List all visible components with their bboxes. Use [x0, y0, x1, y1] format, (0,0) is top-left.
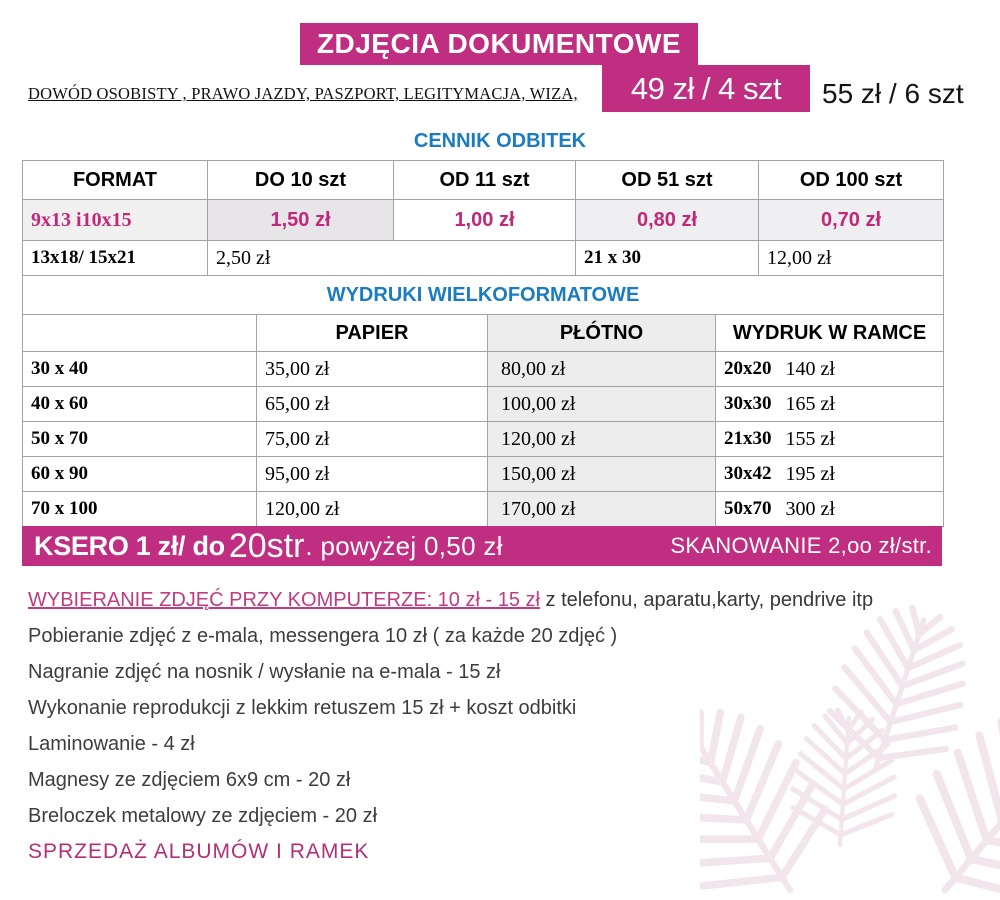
list-item: Laminowanie - 4 zł [28, 733, 195, 755]
prints-row-medium-formats [23, 241, 943, 276]
list-item: Breloczek metalowy ze zdjęciem - 20 zł [28, 805, 378, 827]
row-size: 70 x 100 [23, 492, 257, 526]
col-header-format: FORMAT [23, 161, 208, 199]
col-header-od11: OD 11 szt [394, 161, 576, 199]
format-small-regular: 9x13 i [31, 208, 82, 231]
frame-size: 20x20 [724, 358, 772, 379]
frame-size: 30x30 [724, 393, 772, 414]
price-medium: 2,50 zł [208, 241, 576, 275]
document-types-subtitle: DOWÓD OSOBISTY , PRAWO JAZDY, PASZPORT, LEGITYMACJA, WIZA, [28, 84, 578, 103]
table-row [23, 492, 943, 526]
row-frame [716, 457, 943, 491]
row-size: 30 x 40 [23, 352, 257, 386]
price-21x30: 12,00 zł [767, 246, 832, 269]
services-list [28, 588, 958, 864]
table-row [23, 387, 943, 422]
price-od11: 1,00 zł [394, 200, 576, 240]
albums-frames-footer: SPRZEDAŻ ALBUMÓW I RAMEK [28, 840, 370, 863]
table-row [23, 457, 943, 492]
format-small [23, 200, 208, 240]
row-size: 40 x 60 [23, 387, 257, 421]
page-title: ZDJĘCIA DOKUMENTOWE [300, 23, 698, 65]
large-format-title: WYDRUKI WIELKOFORMATOWE [326, 283, 640, 306]
row-canvas: 100,00 zł [488, 387, 716, 421]
row-frame [716, 387, 943, 421]
row-canvas: 170,00 zł [488, 492, 716, 526]
format-21x30: 21 x 30 [576, 241, 759, 275]
col-header-canvas: PŁÓTNO [488, 315, 716, 351]
row-canvas: 80,00 zł [488, 352, 716, 386]
col-header-od51: OD 51 szt [576, 161, 759, 199]
frame-size: 30x42 [724, 463, 772, 484]
col-header-size [23, 315, 257, 351]
frame-price: 195 zł [785, 462, 835, 485]
row-paper: 120,00 zł [257, 492, 488, 526]
list-item: Magnesy ze zdjęciem 6x9 cm - 20 zł [28, 769, 351, 791]
col-header-frame: WYDRUK W RAMCE [732, 321, 927, 344]
photo-selection-highlight: WYBIERANIE ZDJĘĆ PRZY KOMPUTERZE: 10 zł - 15 zł [28, 589, 540, 611]
col-header-paper: PAPIER [257, 315, 488, 351]
row-paper: 95,00 zł [257, 457, 488, 491]
row-paper: 75,00 zł [257, 422, 488, 456]
row-canvas: 120,00 zł [488, 422, 716, 456]
scan-price-label: SKANOWANIE 2,oo zł/str. [670, 533, 932, 558]
ksero-extra-label: . powyżej 0,50 zł [305, 530, 503, 561]
price-4pcs-badge: 49 zł / 4 szt [602, 65, 810, 112]
col-header-od100: OD 100 szt [799, 168, 903, 191]
ksero-scan-banner [22, 526, 942, 566]
table-row [23, 352, 943, 387]
prints-table-title: CENNIK ODBITEK [413, 130, 587, 152]
row-size: 60 x 90 [23, 457, 257, 491]
frame-price: 165 zł [785, 392, 835, 415]
large-format-header-row [23, 315, 943, 352]
large-format-title-row [23, 276, 943, 315]
price-od100: 0,70 zł [759, 200, 943, 240]
frame-price: 140 zł [785, 357, 835, 380]
frame-price: 300 zł [785, 497, 835, 520]
price-do10: 1,50 zł [208, 200, 394, 240]
row-frame [716, 352, 943, 386]
list-item: Wykonanie reprodukcji z lekkim retuszem 15 zł + koszt odbitki [28, 697, 577, 719]
prints-row-small-formats [23, 200, 943, 241]
row-size: 50 x 70 [23, 422, 257, 456]
ksero-pages-label: 20str [228, 526, 305, 565]
price-6pcs-label: 55 zł / 6 szt [822, 78, 964, 109]
list-item: Pobieranie zdjęć z e-mala, messengera 10 zł ( za każde 20 zdjęć ) [28, 625, 618, 647]
ksero-price-label: KSERO 1 zł/ do [34, 530, 225, 561]
price-od51: 0,80 zł [576, 200, 759, 240]
row-frame [716, 422, 943, 456]
frame-size: 50x70 [724, 498, 772, 519]
frame-size: 21x30 [724, 428, 772, 449]
row-paper: 65,00 zł [257, 387, 488, 421]
row-canvas: 150,00 zł [488, 457, 716, 491]
format-medium: 13x18/ 15x21 [23, 241, 208, 275]
col-header-do10: DO 10 szt [208, 161, 394, 199]
pricing-tables [22, 160, 944, 527]
frame-price: 155 zł [785, 427, 835, 450]
photo-selection-suffix: z telefonu, aparatu,karty, pendrive itp [539, 589, 874, 611]
row-frame [716, 492, 943, 526]
prints-header-row [23, 161, 943, 200]
format-small-bold: 10x15 [81, 208, 132, 231]
table-row [23, 422, 943, 457]
row-paper: 35,00 zł [257, 352, 488, 386]
list-item [28, 588, 958, 612]
list-item: Nagranie zdjęć na nosnik / wysłanie na e-mala - 15 zł [28, 661, 501, 683]
